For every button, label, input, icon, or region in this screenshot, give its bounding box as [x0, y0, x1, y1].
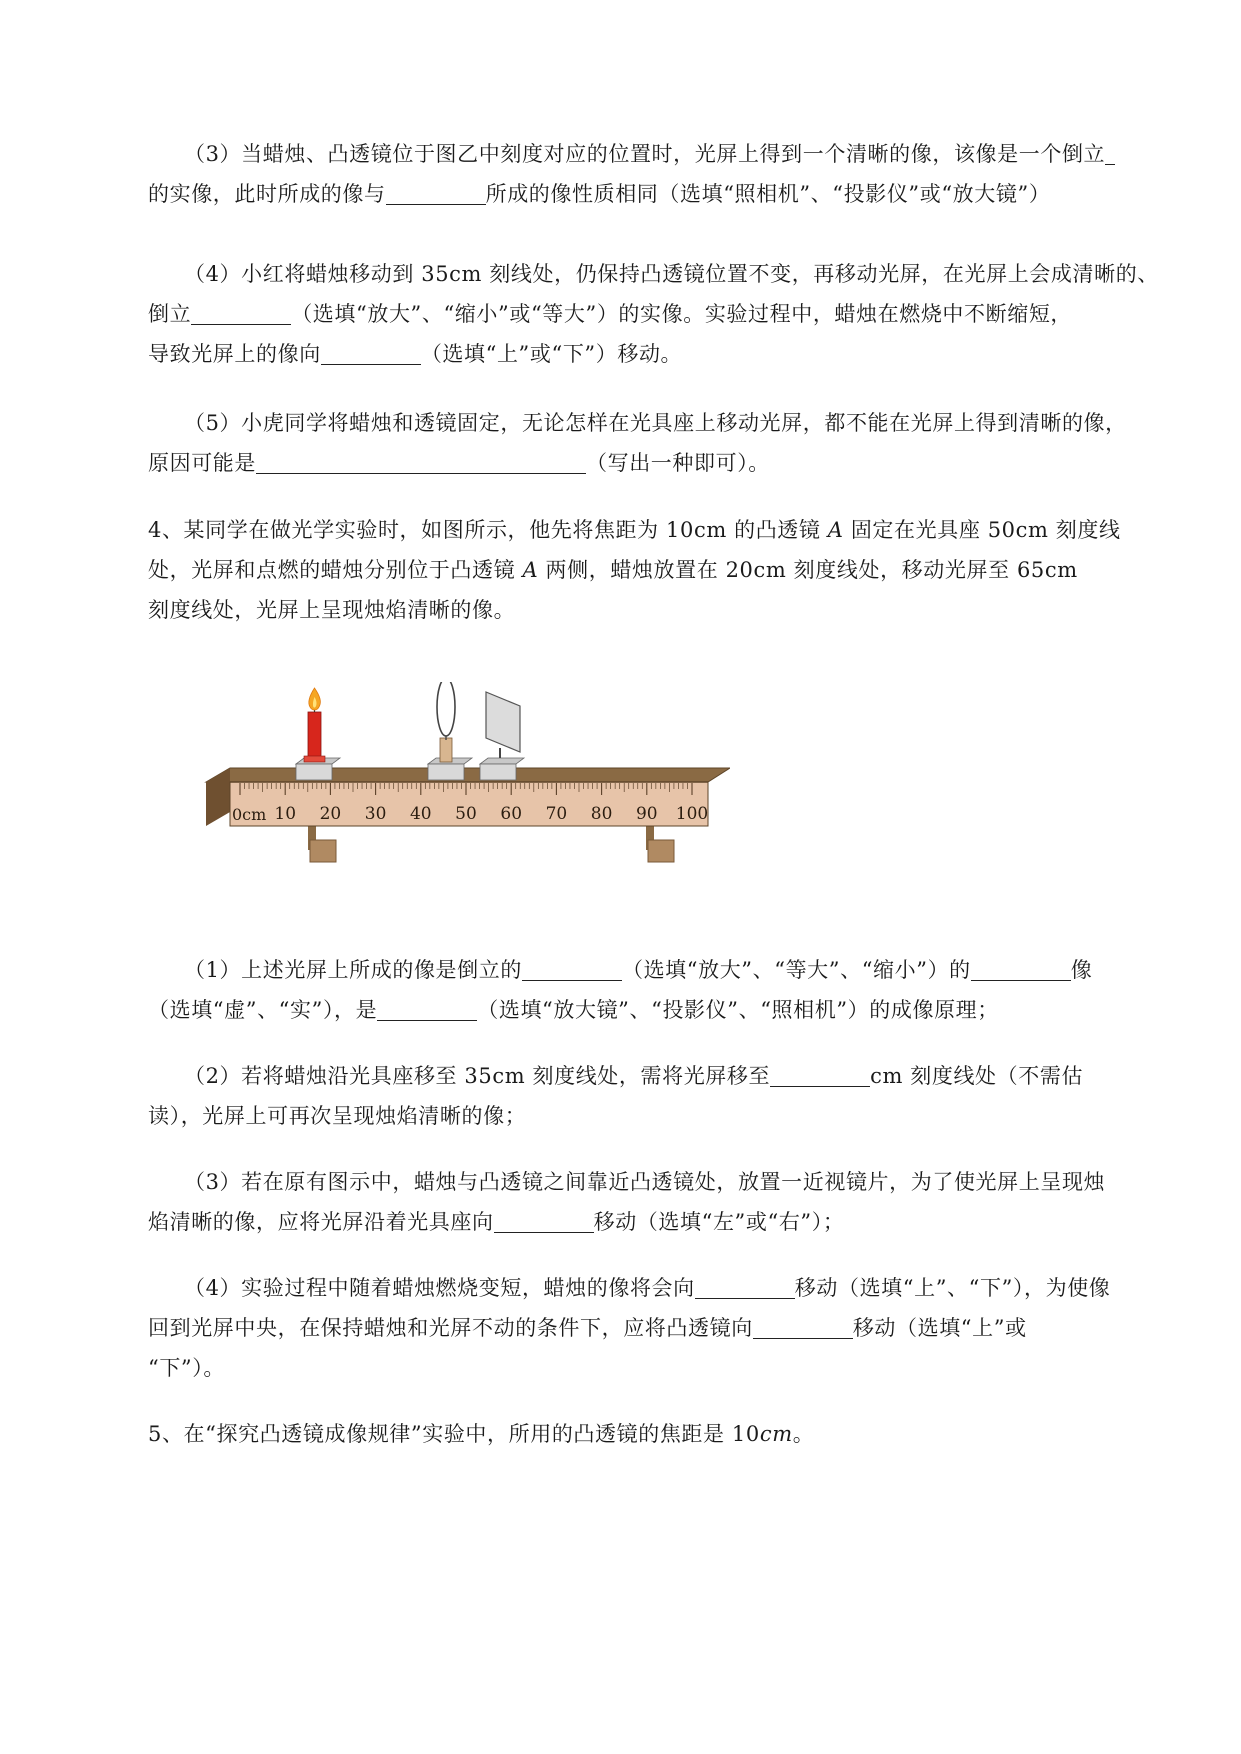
- q4-intro-line3: 刻度线处，光屏上呈现烛焰清晰的像。: [148, 598, 516, 622]
- candle: [308, 712, 321, 760]
- answer-blank[interactable]: [256, 449, 586, 474]
- optical-bench-figure: [200, 682, 730, 882]
- answer-blank[interactable]: [191, 300, 291, 325]
- bench-foot-left: [310, 840, 336, 862]
- lens-stem: [440, 738, 452, 762]
- q4-part1: [148, 950, 1168, 1030]
- q3-part3: [148, 134, 1168, 214]
- q3-part4: [148, 254, 1168, 374]
- bench-top: [206, 768, 730, 782]
- ruler-label: 90: [635, 804, 658, 824]
- q4-part2: [148, 1056, 1168, 1136]
- q3-part3-line1: （3）当蜡烛、凸透镜位于图乙中刻度对应的位置时，光屏上得到一个清晰的像，该像是一个倒立: [148, 134, 1168, 174]
- ruler-label: 30: [364, 804, 387, 824]
- q3-part4-line2: 倒立 （选填“放大”、“缩小”或“等大”）的实像。实验过程中，蜡烛在燃烧中不断缩短，: [148, 302, 1073, 326]
- ruler-label: 10: [274, 804, 297, 824]
- q4-part1-line1: （1）上述光屏上所成的像是倒立的 （选填“放大”、“等大”、“缩小”）的 像: [184, 958, 1093, 982]
- answer-blank[interactable]: [1105, 140, 1115, 165]
- q4-part4-line1: （4）实验过程中随着蜡烛燃烧变短，蜡烛的像将会向 移动（选填“上”、“下”），为使像: [184, 1276, 1111, 1300]
- q4-part1-line2: （选填“虚”、“实”），是 （选填“放大镜”、“投影仪”、“照相机”）的成像原理；: [148, 998, 999, 1022]
- answer-blank[interactable]: [386, 180, 486, 205]
- answer-blank[interactable]: [321, 340, 421, 365]
- q3-part4-line3: 导致光屏上的像向 （选填“上”或“下”）移动。: [148, 342, 683, 366]
- answer-blank[interactable]: [695, 1274, 795, 1299]
- ruler-label: 50: [455, 804, 477, 824]
- answer-blank[interactable]: [494, 1208, 594, 1233]
- ruler-label: 40: [409, 804, 432, 824]
- q4-part2-line2: 读），光屏上可再次呈现烛焰清晰的像；: [148, 1104, 527, 1128]
- ruler-label: 20: [319, 804, 342, 824]
- q4-part3-line1: （3）若在原有图示中，蜡烛与凸透镜之间靠近凸透镜处，放置一近视镜片，为了使光屏上呈现烛: [184, 1170, 1106, 1194]
- lens-label: A: [827, 518, 844, 542]
- ruler-label: 80: [590, 804, 613, 824]
- answer-blank[interactable]: [971, 956, 1071, 981]
- q3-part5-line1: （5）小虎同学将蜡烛和透镜固定，无论怎样在光具座上移动光屏，都不能在光屏上得到清晰的像，: [184, 411, 1127, 435]
- q4-part4-line2: 回到光屏中央，在保持蜡烛和光屏不动的条件下，应将凸透镜向 移动（选填“上”或: [148, 1316, 1027, 1340]
- answer-blank[interactable]: [377, 996, 477, 1021]
- q5: [148, 1414, 1168, 1454]
- candle-holder: [296, 764, 332, 780]
- q3-part5-line2: 原因可能是 （写出一种即可）。: [148, 451, 770, 475]
- ruler-label: 60: [500, 804, 523, 824]
- q5-line1: 5、在“探究凸透镜成像规律”实验中，所用的凸透镜的焦距是 10cm。: [148, 1422, 815, 1446]
- ruler-label: 70: [545, 804, 568, 824]
- ruler-unit-label: 0cm: [232, 805, 267, 824]
- q4-part4-line3: “下”）。: [148, 1356, 225, 1380]
- convex-lens: [437, 682, 455, 736]
- light-screen: [486, 692, 520, 752]
- q3-part4-line1: （4）小红将蜡烛移动到 35cm 刻线处，仍保持凸透镜位置不变，再移动光屏，在光屏上会成清晰的、: [184, 262, 1159, 286]
- q4-part2-line1: （2）若将蜡烛沿光具座移至 35cm 刻度线处，需将光屏移至 cm 刻度线处（不需估: [184, 1064, 1084, 1088]
- q3-part5: [148, 403, 1168, 483]
- bench-foot-right: [648, 840, 674, 862]
- answer-blank[interactable]: [770, 1062, 870, 1087]
- lens-label: A: [522, 558, 539, 582]
- bench-end: [206, 768, 230, 826]
- answer-blank[interactable]: [522, 956, 622, 981]
- q4-part3: [148, 1162, 1168, 1242]
- q3-part3-line2: 的实像，此时所成的像与 所成的像性质相同（选填“照相机”、“投影仪”或“放大镜”）: [148, 182, 1051, 206]
- q4-part4: [148, 1268, 1168, 1388]
- screen-holder: [480, 764, 516, 780]
- q4-intro-line1: 4、某同学在做光学实验时，如图所示，他先将焦距为 10cm 的凸透镜 A 固定在光具座 50cm 刻度线: [148, 518, 1121, 542]
- q4-intro-line2: 处，光屏和点燃的蜡烛分别位于凸透镜 A 两侧，蜡烛放置在 20cm 刻度线处，移动光屏至 65cm: [148, 558, 1078, 582]
- q4-part3-line2: 焰清晰的像，应将光屏沿着光具座向 移动（选填“左”或“右”）；: [148, 1210, 845, 1234]
- ruler-label: 100: [675, 804, 709, 824]
- lens-holder: [428, 764, 464, 780]
- answer-blank[interactable]: [753, 1314, 853, 1339]
- q4-intro: [148, 510, 1168, 630]
